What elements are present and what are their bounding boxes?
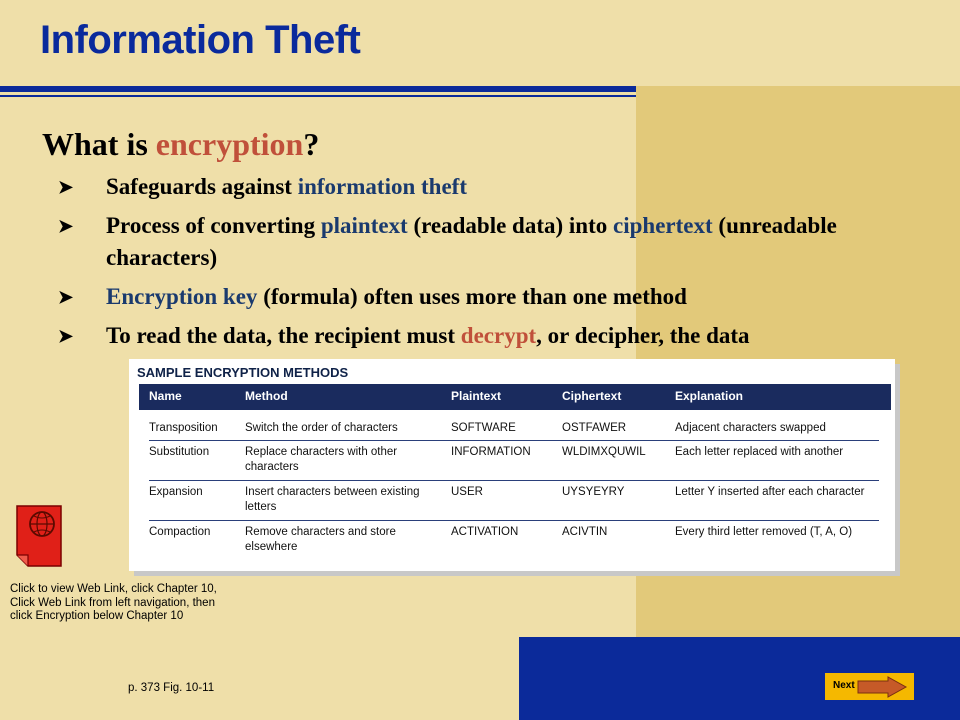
- bullet-item: [58, 210, 918, 274]
- bullet-text: (formula) often uses more than one method: [257, 284, 687, 309]
- table-cell: ACIVTIN: [562, 526, 608, 538]
- table-cell: SOFTWARE: [451, 422, 516, 434]
- bullet-text: (readable data) into: [407, 213, 614, 238]
- arrowhead-bullet-icon: ➤: [58, 287, 74, 307]
- bullet-item: [58, 281, 918, 313]
- column-header: Plaintext: [451, 389, 502, 403]
- table-cell: Substitution: [149, 446, 210, 458]
- table-cell: Compaction: [149, 526, 211, 538]
- table-cell: UYSYEYRY: [562, 486, 625, 498]
- table-cell: Switch the order of characters: [245, 422, 398, 434]
- table-cell: Adjacent characters swapped: [675, 422, 826, 434]
- row-divider: [149, 520, 879, 521]
- table-cell: Letter Y inserted after each character: [675, 486, 865, 498]
- table-cell: Replace characters with other characters: [245, 446, 398, 473]
- table-cell: OSTFAWER: [562, 422, 627, 434]
- next-arrow-icon: [856, 676, 908, 698]
- title-underline-thin: [0, 95, 636, 97]
- bullet-list: [58, 171, 918, 359]
- table-cell: ACTIVATION: [451, 526, 519, 538]
- table-cell: Remove characters and store elsewhere: [245, 526, 396, 553]
- table-title: SAMPLE ENCRYPTION METHODS: [137, 365, 349, 380]
- page-reference: p. 373 Fig. 10-11: [128, 682, 215, 694]
- bullet-item: [58, 320, 918, 352]
- row-divider: [149, 480, 879, 481]
- section-heading: [42, 126, 319, 163]
- table-cell: Expansion: [149, 486, 203, 498]
- arrowhead-bullet-icon: ➤: [58, 177, 74, 197]
- title-underline: [0, 86, 636, 92]
- arrowhead-bullet-icon: ➤: [58, 326, 74, 346]
- bullet-term: ciphertext: [613, 213, 713, 238]
- bullet-text: (unreadable characters): [106, 213, 837, 270]
- bullet-text: To read the data, the recipient must: [106, 323, 461, 348]
- heading-suffix: ?: [303, 126, 320, 162]
- table-cell: Transposition: [149, 422, 218, 434]
- column-header: Method: [245, 389, 288, 403]
- heading-prefix: What is: [42, 126, 156, 162]
- table-cell: WLDIMXQUWIL: [562, 446, 646, 458]
- table-header: [139, 384, 891, 410]
- next-button-label: Next: [833, 680, 855, 691]
- encryption-methods-figure: [129, 359, 895, 571]
- bullet-text: Safeguards against: [106, 174, 298, 199]
- bullet-term: decrypt: [460, 323, 537, 348]
- bullet-term: information theft: [297, 174, 467, 199]
- web-link-instructions: Click to view Web Link, click Chapter 10, Click Web Link from left navigation, then click Encryption below Chapter 10: [10, 583, 217, 623]
- column-header: Ciphertext: [562, 389, 622, 403]
- table-cell: USER: [451, 486, 483, 498]
- table-cell: Each letter replaced with another: [675, 446, 844, 458]
- table-cell: Every third letter removed (T, A, O): [675, 526, 853, 538]
- bullet-term: Encryption key: [106, 284, 258, 309]
- table-cell: Insert characters between existing letters: [245, 486, 420, 513]
- web-link-globe-icon[interactable]: [16, 505, 62, 567]
- slide-title: Information Theft: [40, 18, 361, 62]
- table-cell: INFORMATION: [451, 446, 531, 458]
- bullet-term: plaintext: [320, 213, 408, 238]
- bullet-item: [58, 171, 918, 203]
- bullet-text: , or decipher, the data: [536, 323, 750, 348]
- row-divider: [149, 440, 879, 441]
- column-header: Explanation: [675, 389, 744, 403]
- arrowhead-bullet-icon: ➤: [58, 216, 74, 236]
- bullet-text: Process of converting: [106, 213, 321, 238]
- heading-highlight: encryption: [155, 126, 304, 162]
- column-header: Name: [149, 389, 182, 403]
- next-button[interactable]: [825, 673, 914, 700]
